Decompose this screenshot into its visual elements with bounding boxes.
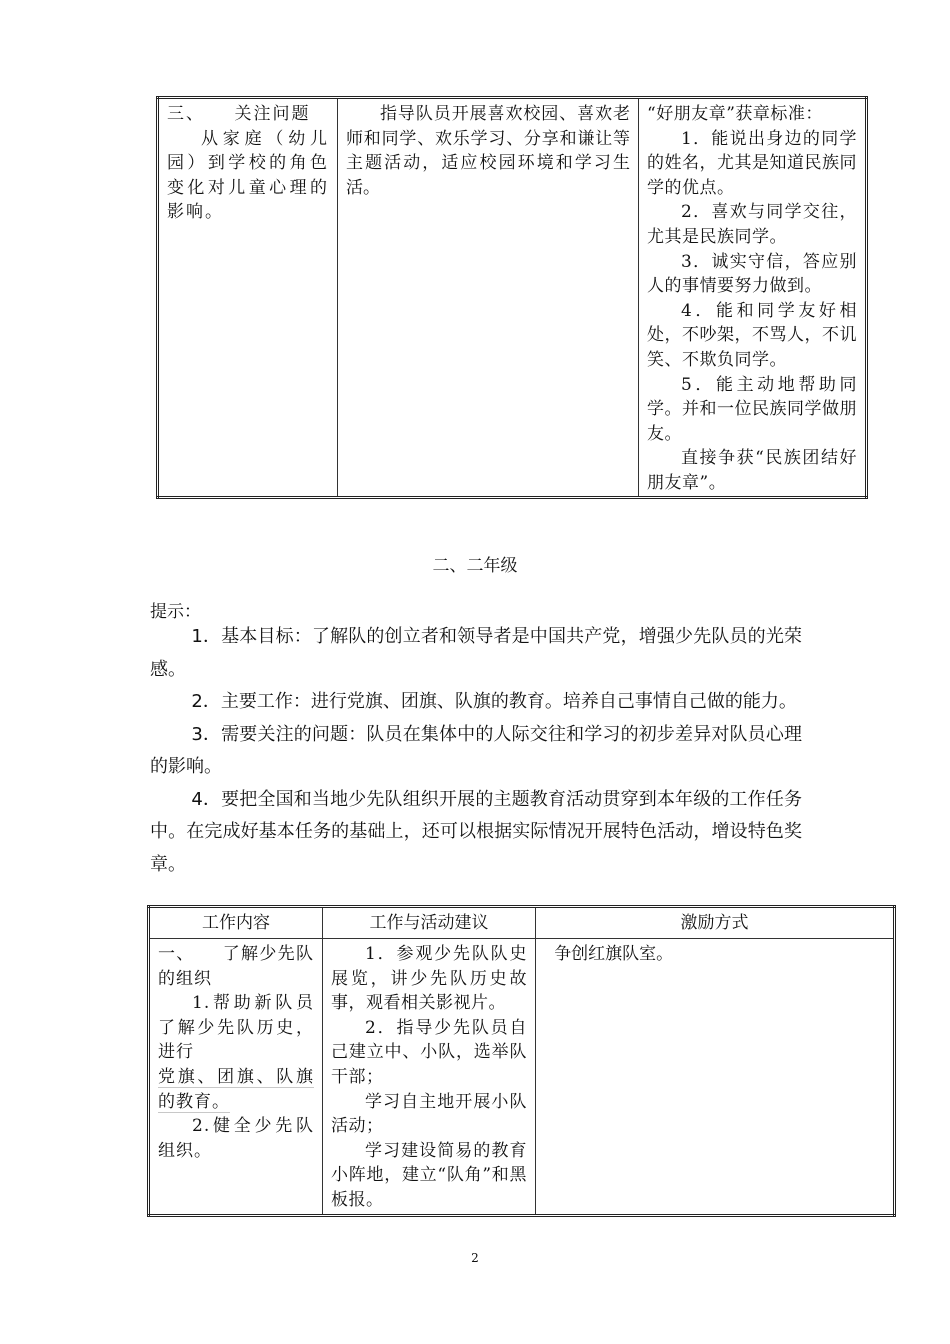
focus-issue-heading: 三、 关注问题 (167, 104, 311, 124)
hint-item: 3．需要关注的问题：队员在集体中的人际交往和学习的初步差异对队员心理的影响。 (150, 723, 802, 777)
activity-suggestion-text: 指导队员开展喜欢校园、喜欢老师和同学、欢乐学习、分享和谦让等主题活动，适应校园环境和学习生活。 (346, 104, 630, 198)
table-header-row (149, 907, 895, 939)
badge-criteria-heading: “好朋友章”获章标准： (647, 104, 823, 124)
activity-suggestion-cell (338, 98, 639, 498)
incentive-text: 争创红旗队室。 (554, 944, 674, 964)
badge-criteria-item: 4．能和同学友好相处，不吵架，不骂人，不讥笑、不欺负同学。 (647, 300, 857, 370)
hint-label: 提示： (150, 602, 201, 622)
incentive-cell (536, 939, 895, 1216)
badge-criteria-item: 1．能说出身边的同学的姓名，尤其是知道民族同学的优点。 (647, 128, 857, 198)
badge-criteria-item: 3．诚实守信，答应别人的事情要努力做到。 (647, 251, 857, 297)
highlighted-text: 党旗、团旗、队旗的教育。 (158, 1066, 314, 1112)
work-suggestion-item: 2．指导少先队员自己建立中、小队，选举队干部； (331, 1017, 527, 1087)
grade2-work-table (147, 905, 896, 1217)
badge-criteria-item: 2．喜欢与同学交往，尤其是民族同学。 (647, 202, 857, 247)
column-header: 工作与活动建议 (323, 907, 536, 939)
work-suggestion-item: 学习自主地开展小队活动； (331, 1091, 527, 1137)
hint-item: 4．要把全国和当地少先队组织开展的主题教育活动贯穿到本年级的工作任务中。在完成好基本任务的基础上，还可以根据实际情况开展特色活动，增设特色奖章。 (150, 788, 802, 875)
work-content-heading: 一、 了解少先队的组织 (158, 944, 314, 989)
badge-criteria-item: 5．能主动地帮助同学。并和一位民族同学做朋友。 (647, 374, 857, 444)
column-header: 激励方式 (536, 907, 895, 939)
focus-issue-cell (158, 98, 338, 498)
hint-item: 2．主要工作：进行党旗、团旗、队旗的教育。培养自己事情自己做的能力。 (191, 691, 797, 712)
column-header: 工作内容 (149, 907, 323, 939)
page-number: 2 (471, 1251, 479, 1265)
work-content-line: 1.帮助新队员了解少先队历史，进行 (158, 993, 314, 1063)
work-content-item (158, 991, 314, 1114)
table-row (158, 98, 867, 498)
badge-criteria-item: 直接争获“民族团结好朋友章”。 (647, 448, 857, 493)
work-suggestion-cell (323, 939, 536, 1216)
table-row (149, 939, 895, 1216)
section-title: 二、二年级 (432, 556, 518, 576)
work-suggestion-item: 1．参观少先队队史展览，讲少先队历史故事，观看相关影视片。 (331, 944, 527, 1014)
work-suggestion-item: 学习建设简易的教育小阵地，建立“队角”和黑板报。 (331, 1140, 527, 1210)
hint-list (150, 621, 802, 881)
grade1-criteria-table (156, 96, 868, 499)
badge-criteria-cell (639, 98, 867, 498)
work-content-item: 2.健全少先队组织。 (158, 1116, 314, 1161)
work-content-cell (149, 939, 323, 1216)
hint-item: 1．基本目标：了解队的创立者和领导者是中国共产党，增强少先队员的光荣感。 (150, 626, 802, 680)
focus-issue-text: 从家庭（幼儿园）到学校的角色变化对儿童心理的影响。 (167, 128, 329, 223)
